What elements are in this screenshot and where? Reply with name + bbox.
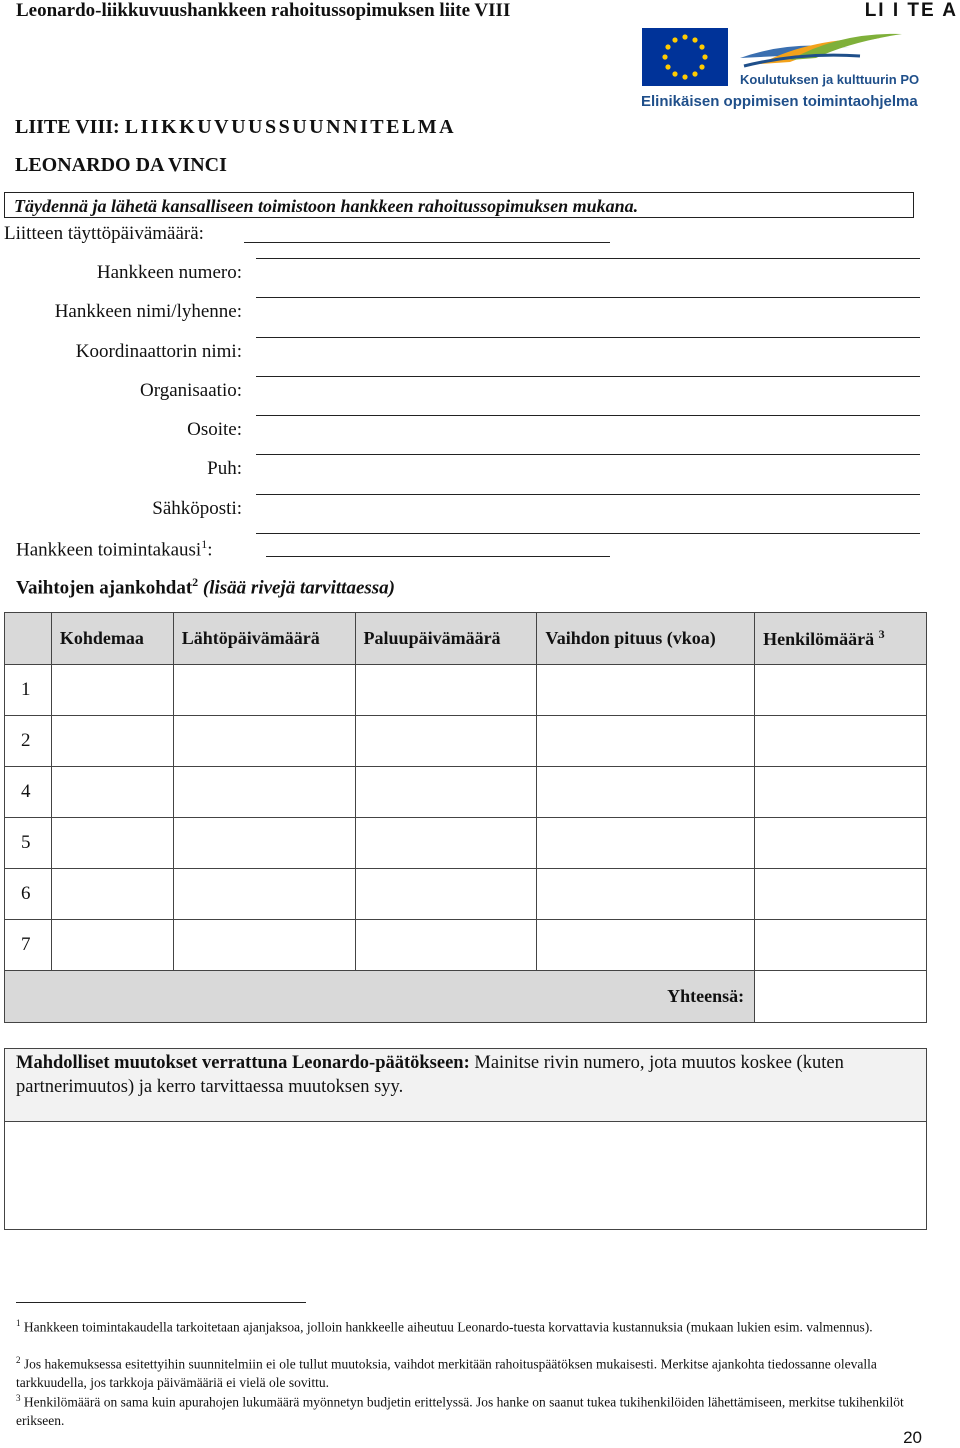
- row-number: 7: [5, 920, 52, 971]
- cell-destination[interactable]: [51, 716, 173, 767]
- cell-persons[interactable]: [755, 767, 927, 818]
- table-row: [5, 869, 927, 920]
- cell-departure[interactable]: [173, 767, 355, 818]
- col-header-destination: Kohdemaa: [51, 613, 173, 665]
- document-title: [15, 116, 456, 139]
- document-title-main: LIIKKUVUUSSUUNNITELMA: [124, 116, 457, 138]
- footnote-3: [16, 1389, 926, 1430]
- running-header-tag: LI I TE A: [864, 0, 958, 21]
- cell-duration[interactable]: [537, 869, 755, 920]
- field-line-email-end: [256, 533, 920, 534]
- cell-duration[interactable]: [537, 818, 755, 869]
- field-label-address: Osoite:: [187, 419, 242, 440]
- running-header-title: Leonardo-liikkuvuushankkeen rahoitussopimuksen liite VIII: [16, 0, 511, 21]
- col-header-return: Paluupäivämäärä: [355, 613, 537, 665]
- changes-body: Mainitse rivin numero, jota muutos koskee (kuten partnerimuutos) ja kerro tarvittaessa muutoksen syy.: [16, 1053, 844, 1097]
- footnote-number: 3: [16, 1393, 21, 1403]
- footnote-text: Henkilömäärä on sama kuin apurahojen lukumäärä myönnetyn budjetin erittelyssä. Jos hanke on saanut tukea tukihenkilöiden lähettämiseen, merkitse tukihenkilöt erikseen.: [16, 1394, 904, 1428]
- cell-duration[interactable]: [537, 767, 755, 818]
- exchanges-table: [4, 612, 927, 1023]
- cell-return[interactable]: [355, 869, 537, 920]
- project-period-colon: :: [207, 539, 213, 561]
- cell-departure[interactable]: [173, 818, 355, 869]
- cell-return[interactable]: [355, 716, 537, 767]
- footnote-number: 2: [16, 1355, 21, 1365]
- fill-date-input-line[interactable]: [244, 242, 610, 243]
- cell-duration[interactable]: [537, 665, 755, 716]
- logo-line-1: Koulutuksen ja kulttuurin PO: [740, 72, 920, 87]
- field-label-project-name: Hankkeen nimi/lyhenne:: [54, 301, 242, 322]
- logo-line-2: Elinikäisen oppimisen toimintaohjelma: [641, 93, 918, 110]
- footnote-2: [16, 1351, 926, 1392]
- field-line-coordinator[interactable]: [256, 337, 920, 338]
- project-period-label: [16, 537, 213, 561]
- footnote-text: Hankkeen toimintakaudella tarkoitetaan ajanjaksoa, jolloin hankkeelle aiheutuu Leonardo-tuesta korvattavia kustannuksia (mukaan lukien esim. valmennus).: [23, 1319, 873, 1335]
- project-period-input-line[interactable]: [266, 556, 610, 557]
- cell-departure[interactable]: [173, 920, 355, 971]
- cell-duration[interactable]: [537, 716, 755, 767]
- footnote-ref-2: 2: [192, 575, 199, 589]
- cell-departure[interactable]: [173, 869, 355, 920]
- fill-date-label: Liitteen täyttöpäivämäärä:: [4, 223, 204, 244]
- col-header-persons: [755, 613, 927, 665]
- footnote-number: 1: [16, 1318, 21, 1328]
- table-header-row: [5, 613, 927, 665]
- field-line-email[interactable]: [256, 494, 920, 495]
- cell-persons[interactable]: [755, 716, 927, 767]
- table-row: [5, 767, 927, 818]
- project-period-text: Hankkeen toimintakausi: [16, 539, 202, 561]
- col-header-departure: Lähtöpäivämäärä: [173, 613, 355, 665]
- cell-destination[interactable]: [51, 920, 173, 971]
- table-row: [5, 716, 927, 767]
- field-label-email: Sähköposti:: [152, 498, 242, 519]
- cell-return[interactable]: [355, 767, 537, 818]
- table-row: [5, 920, 927, 971]
- table-header-corner: [5, 613, 52, 665]
- cell-destination[interactable]: [51, 818, 173, 869]
- table-total-row: [5, 971, 927, 1023]
- changes-instruction: [16, 1051, 916, 1099]
- row-number: 1: [5, 665, 52, 716]
- footnote-1: [16, 1314, 926, 1337]
- row-number: 2: [5, 716, 52, 767]
- document-subtitle: LEONARDO DA VINCI: [15, 154, 227, 176]
- field-line-organisation[interactable]: [256, 376, 920, 377]
- row-number: 5: [5, 818, 52, 869]
- cell-destination[interactable]: [51, 869, 173, 920]
- field-line-project-number[interactable]: [256, 258, 920, 259]
- document-title-prefix: LIITE VIII:: [15, 116, 120, 138]
- instruction-text: Täydennä ja lähetä kansalliseen toimistoon hankkeen rahoitussopimuksen mukana.: [14, 196, 639, 216]
- footnote-ref-3: 3: [878, 627, 885, 641]
- table-row: [5, 818, 927, 869]
- field-label-phone: Puh:: [207, 458, 242, 479]
- cell-destination[interactable]: [51, 665, 173, 716]
- page-number: 20: [903, 1428, 922, 1447]
- footnote-ref-1: 1: [201, 537, 208, 551]
- cell-persons[interactable]: [755, 920, 927, 971]
- cell-departure[interactable]: [173, 716, 355, 767]
- cell-total-persons[interactable]: [755, 971, 927, 1023]
- row-number: 6: [5, 869, 52, 920]
- col-header-duration: Vaihdon pituus (vkoa): [537, 613, 755, 665]
- field-line-project-name[interactable]: [256, 297, 920, 298]
- cell-duration[interactable]: [537, 920, 755, 971]
- cell-destination[interactable]: [51, 767, 173, 818]
- cell-return[interactable]: [355, 920, 537, 971]
- field-line-phone[interactable]: [256, 454, 920, 455]
- cell-persons[interactable]: [755, 665, 927, 716]
- field-label-organisation: Organisaatio:: [139, 380, 242, 401]
- field-label-project-number: Hankkeen numero:: [96, 262, 242, 283]
- exchanges-heading-bold: Vaihtojen ajankohdat: [16, 577, 193, 599]
- exchanges-heading-note: (lisää rivejä tarvittaessa): [202, 577, 395, 599]
- exchanges-heading: [16, 575, 395, 599]
- table-row: [5, 665, 927, 716]
- cell-persons[interactable]: [755, 869, 927, 920]
- footnote-text: Jos hakemuksessa esitettyihin suunnitelmiin ei ole tullut muutoksia, vaihdot merkitään rahoituspäätöksen mukaisesti. Merkitse ajankohta tiedossanne olevalla tarkkuudella, jos tarkkoja päivämääriä ei vielä ole sovittu.: [16, 1356, 877, 1390]
- cell-return[interactable]: [355, 665, 537, 716]
- total-label: Yhteensä:: [5, 971, 755, 1023]
- field-label-coordinator: Koordinaattorin nimi:: [75, 341, 242, 362]
- cell-departure[interactable]: [173, 665, 355, 716]
- cell-return[interactable]: [355, 818, 537, 869]
- cell-persons[interactable]: [755, 818, 927, 869]
- footnote-separator: [16, 1302, 306, 1303]
- changes-bold: Mahdolliset muutokset verrattuna Leonardo-päätökseen:: [16, 1053, 470, 1073]
- row-number: 4: [5, 767, 52, 818]
- field-line-address[interactable]: [256, 415, 920, 416]
- col-header-persons-text: Henkilömäärä: [763, 629, 875, 649]
